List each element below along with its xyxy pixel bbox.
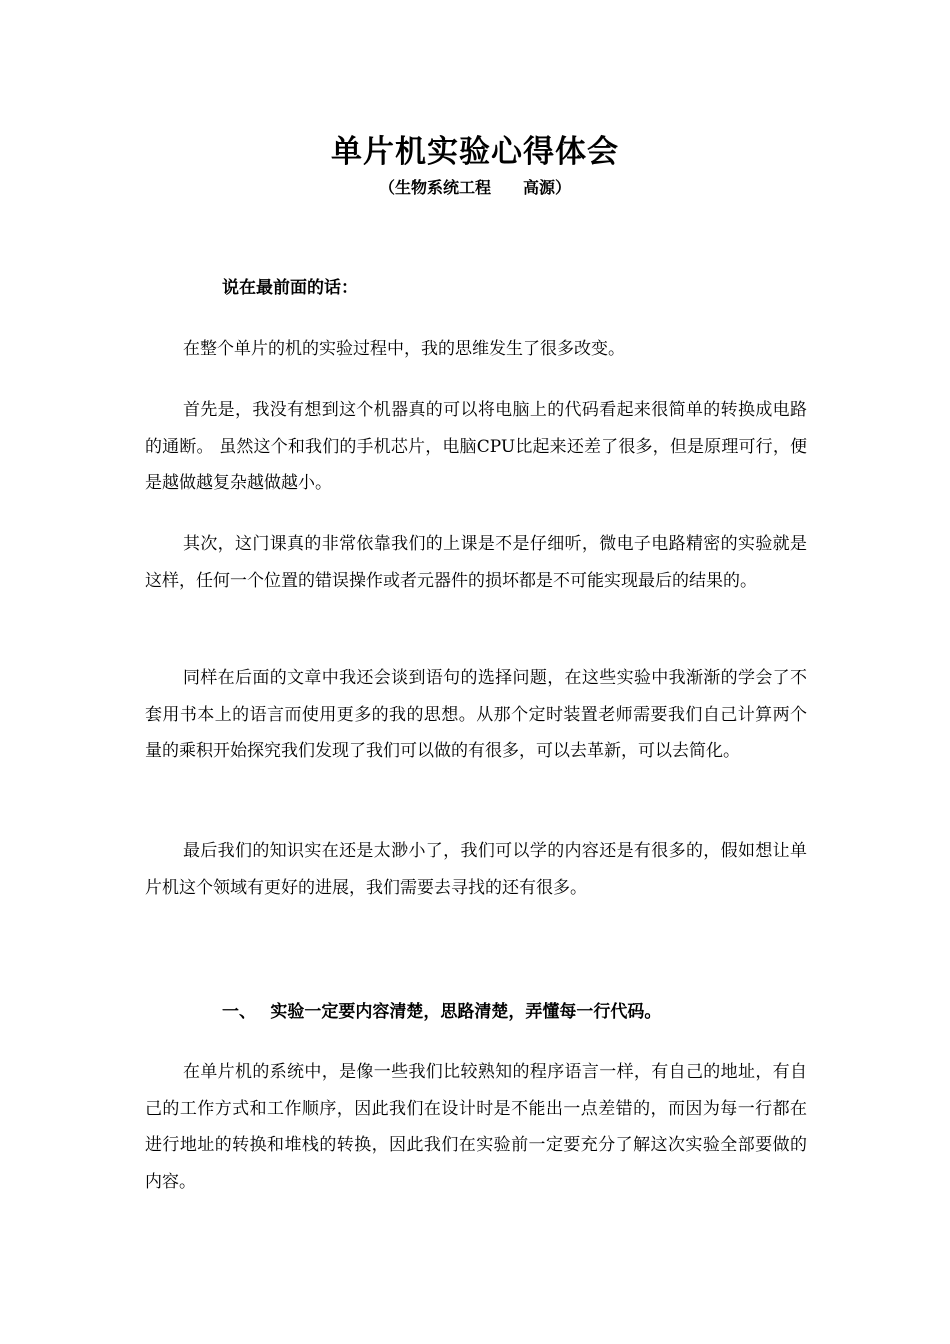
paragraph-2: 首先是，我没有想到这个机器真的可以将电脑上的代码看起来很简单的转换成电路的通断。 虽然这个和我们的手机芯片，电脑CPU比起来还差了很多，但是原理可行，便是越做越复杂越做越小。 bbox=[145, 400, 807, 493]
document-title: 单片机实验心得体会 bbox=[331, 134, 619, 170]
document-subtitle: （生物系统工程 高源） bbox=[378, 178, 571, 197]
preface-heading: 说在最前面的话： bbox=[222, 278, 358, 298]
paragraph-4: 同样在后面的文章中我还会谈到语句的选择问题，在这些实验中我渐渐的学会了不套用书本上的语言而使用更多的我的思想。从那个定时装置老师需要我们自己计算两个量的乘积开始探究我们发现了我们可以做的有很多，可以去革新，可以去简化。 bbox=[145, 668, 807, 761]
section-1-heading: 一、 实验一定要内容清楚，思路清楚，弄懂每一行代码。 bbox=[222, 1002, 662, 1022]
paragraph-5: 最后我们的知识实在还是太渺小了，我们可以学的内容还是有很多的，假如想让单片机这个领域有更好的进展，我们需要去寻找的还有很多。 bbox=[145, 841, 807, 898]
paragraph-3: 其次，这门课真的非常依靠我们的上课是不是仔细听，微电子电路精密的实验就是这样，任何一个位置的错误操作或者元器件的损坏都是不可能实现最后的结果的。 bbox=[145, 534, 807, 591]
section-1-paragraph: 在单片机的系统中，是像一些我们比较熟知的程序语言一样，有自己的地址，有自己的工作方式和工作顺序，因此我们在设计时是不能出一点差错的，而因为每一行都在进行地址的转换和堆栈的转换，因此我们在实验前一定要充分了解这次实验全部要做的内容。 bbox=[145, 1062, 807, 1192]
paragraph-1: 在整个单片的机的实验过程中，我的思维发生了很多改变。 bbox=[183, 339, 625, 359]
